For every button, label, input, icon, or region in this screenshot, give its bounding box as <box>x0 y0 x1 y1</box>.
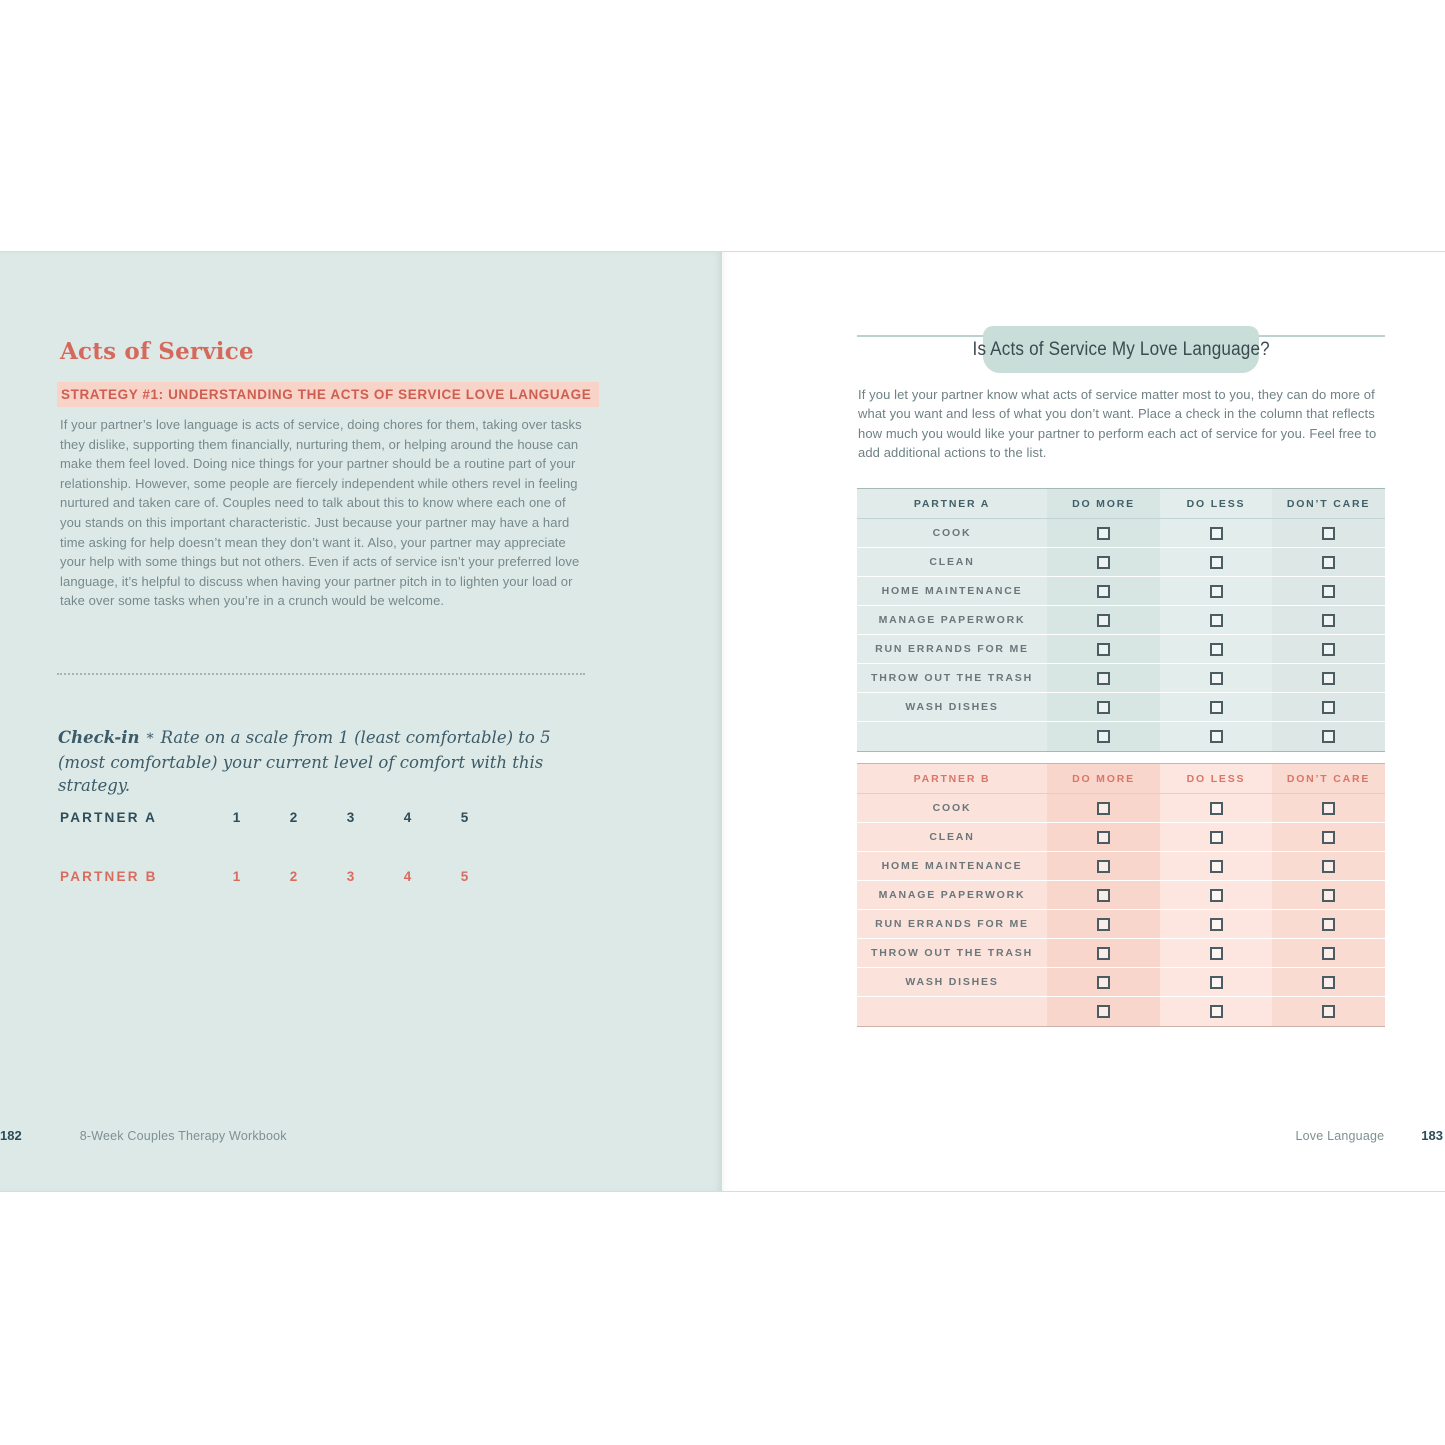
table-row-run-errands-for-me <box>857 635 1385 664</box>
checkbox-partner-a-clean-do-less[interactable] <box>1210 556 1223 569</box>
row-label: COOK <box>857 519 1047 547</box>
checkbox-cell <box>1160 722 1272 751</box>
page-number: 183 <box>1421 1128 1443 1143</box>
checkbox-partner-b-blank-don-t-care[interactable] <box>1322 1005 1335 1018</box>
checkbox-cell <box>1272 968 1385 996</box>
checkbox-partner-a-manage-paperwork-don-t-care[interactable] <box>1322 614 1335 627</box>
checkbox-cell <box>1160 519 1272 547</box>
checkbox-partner-a-blank-do-less[interactable] <box>1210 730 1223 743</box>
row-label: CLEAN <box>857 823 1047 851</box>
checkbox-partner-a-manage-paperwork-do-less[interactable] <box>1210 614 1223 627</box>
checkbox-partner-b-home-maintenance-don-t-care[interactable] <box>1322 860 1335 873</box>
checkbox-partner-a-clean-don-t-care[interactable] <box>1322 556 1335 569</box>
checkbox-cell <box>1160 910 1272 938</box>
checkbox-cell <box>1047 910 1160 938</box>
row-label: MANAGE PAPERWORK <box>857 606 1047 634</box>
checkbox-cell <box>1272 852 1385 880</box>
asterisk-icon: * <box>146 731 154 747</box>
dotted-divider <box>57 673 585 675</box>
checkbox-partner-b-clean-don-t-care[interactable] <box>1322 831 1335 844</box>
checkbox-cell <box>1160 823 1272 851</box>
checkbox-cell <box>1272 939 1385 967</box>
row-label: CLEAN <box>857 548 1047 576</box>
checkbox-cell <box>1272 997 1385 1026</box>
page-number: 182 <box>0 1128 22 1143</box>
checkbox-cell <box>1047 997 1160 1026</box>
checkbox-partner-b-wash-dishes-do-less[interactable] <box>1210 976 1223 989</box>
table-row-clean <box>857 823 1385 852</box>
right-footer <box>1296 1128 1444 1143</box>
rating-option-5[interactable]: 5 <box>460 869 469 884</box>
checkbox-cell <box>1047 939 1160 967</box>
table-row-manage-paperwork <box>857 881 1385 910</box>
checkin-instruction: Rate on a scale from 1 (least comfortable) to 5 (most comfortable) your current level of comfort with this strategy. <box>58 728 551 795</box>
checkbox-partner-a-throw-out-the-trash-don-t-care[interactable] <box>1322 672 1335 685</box>
checkbox-partner-a-blank-don-t-care[interactable] <box>1322 730 1335 743</box>
checkbox-partner-a-throw-out-the-trash-do-more[interactable] <box>1097 672 1110 685</box>
checkbox-cell <box>1047 577 1160 605</box>
checkbox-partner-a-throw-out-the-trash-do-less[interactable] <box>1210 672 1223 685</box>
checkbox-partner-b-clean-do-less[interactable] <box>1210 831 1223 844</box>
checkbox-partner-a-home-maintenance-do-more[interactable] <box>1097 585 1110 598</box>
checkbox-partner-a-blank-do-more[interactable] <box>1097 730 1110 743</box>
row-label: HOME MAINTENANCE <box>857 577 1047 605</box>
checkbox-cell <box>1272 693 1385 721</box>
checkbox-partner-b-manage-paperwork-don-t-care[interactable] <box>1322 889 1335 902</box>
checkbox-partner-b-manage-paperwork-do-more[interactable] <box>1097 889 1110 902</box>
checkbox-partner-b-cook-don-t-care[interactable] <box>1322 802 1335 815</box>
rating-option-1[interactable]: 1 <box>232 869 241 884</box>
checkbox-partner-b-run-errands-for-me-do-less[interactable] <box>1210 918 1223 931</box>
checkbox-cell <box>1160 635 1272 663</box>
checkbox-cell <box>1047 606 1160 634</box>
table-row-blank <box>857 997 1385 1026</box>
column-header-do-less: DO LESS <box>1160 764 1272 793</box>
partner-header: PARTNER B <box>857 764 1047 793</box>
checkbox-cell <box>1272 519 1385 547</box>
checkbox-cell <box>1272 910 1385 938</box>
row-label: WASH DISHES <box>857 693 1047 721</box>
table-row-run-errands-for-me <box>857 910 1385 939</box>
checkbox-cell <box>1160 794 1272 822</box>
row-label: RUN ERRANDS FOR ME <box>857 910 1047 938</box>
rating-option-1[interactable]: 1 <box>232 810 241 825</box>
table-row-clean <box>857 548 1385 577</box>
table-row-blank <box>857 722 1385 751</box>
checkbox-cell <box>1047 635 1160 663</box>
checkbox-partner-b-run-errands-for-me-do-more[interactable] <box>1097 918 1110 931</box>
checkbox-cell <box>1272 548 1385 576</box>
column-header-don-t-care: DON’T CARE <box>1272 764 1385 793</box>
checkbox-partner-b-throw-out-the-trash-do-more[interactable] <box>1097 947 1110 960</box>
section-title: Love Language <box>1295 1129 1385 1143</box>
page-title: Acts of Service <box>60 338 254 365</box>
checkbox-cell <box>1160 852 1272 880</box>
checkin-label: Check-in <box>58 728 140 747</box>
checkbox-cell <box>1047 548 1160 576</box>
table-row-wash-dishes <box>857 968 1385 997</box>
column-header-do-less: DO LESS <box>1160 489 1272 518</box>
checkbox-cell <box>1047 519 1160 547</box>
checkbox-cell <box>1047 722 1160 751</box>
checkbox-cell <box>1272 635 1385 663</box>
body-paragraph: If your partner’s love language is acts of service, doing chores for them, taking over tasks they dislike, supporting them financially, nurturing them, or helping around the house can make them feel loved. Doing nice things for your partner should be a routine part of your relationship. However, some people are fiercely independent while others revel in feeling nurtured and taken care of. Couples need to talk about this to know where each one of you stands on this important characteristic. Just because your partner may have a hard time asking for help doesn’t mean they don’t want it. Also, your partner may appreciate your help with some things but not others. Even if acts of service isn’t your preferred love language, it’s helpful to discuss when having your partner pitch in to lighten your load or take over some tasks when you’re in a crunch would be welcome. <box>60 417 582 609</box>
checkbox-partner-b-cook-do-less[interactable] <box>1210 802 1223 815</box>
checkbox-cell <box>1160 664 1272 692</box>
table-row-throw-out-the-trash <box>857 664 1385 693</box>
table-row-manage-paperwork <box>857 606 1385 635</box>
row-label <box>857 722 1047 751</box>
row-label: COOK <box>857 794 1047 822</box>
section-badge-label: Is Acts of Service My Love Language? <box>972 338 1270 360</box>
checkbox-partner-a-cook-do-less[interactable] <box>1210 527 1223 540</box>
row-label: MANAGE PAPERWORK <box>857 881 1047 909</box>
rating-option-4[interactable]: 4 <box>403 869 412 884</box>
row-label: THROW OUT THE TRASH <box>857 664 1047 692</box>
book-title: 8-Week Couples Therapy Workbook <box>79 1129 287 1143</box>
checkbox-cell <box>1160 968 1272 996</box>
table-header-row <box>857 764 1385 794</box>
checkbox-cell <box>1272 577 1385 605</box>
checkbox-partner-a-wash-dishes-do-less[interactable] <box>1210 701 1223 714</box>
page-right <box>722 252 1445 1191</box>
partner-a-label: PARTNER A <box>60 810 158 825</box>
column-header-do-more: DO MORE <box>1047 489 1160 518</box>
checkbox-cell <box>1272 881 1385 909</box>
checkbox-cell <box>1160 606 1272 634</box>
checkbox-partner-a-wash-dishes-do-more[interactable] <box>1097 701 1110 714</box>
checkbox-partner-b-throw-out-the-trash-do-less[interactable] <box>1210 947 1223 960</box>
row-label: RUN ERRANDS FOR ME <box>857 635 1047 663</box>
checkbox-cell <box>1160 997 1272 1026</box>
checkbox-partner-a-cook-do-more[interactable] <box>1097 527 1110 540</box>
checkbox-partner-a-clean-do-more[interactable] <box>1097 556 1110 569</box>
row-label: WASH DISHES <box>857 968 1047 996</box>
rating-option-5[interactable]: 5 <box>460 810 469 825</box>
checkbox-partner-b-wash-dishes-don-t-care[interactable] <box>1322 976 1335 989</box>
table-row-cook <box>857 794 1385 823</box>
checkbox-partner-a-wash-dishes-don-t-care[interactable] <box>1322 701 1335 714</box>
rating-option-3[interactable]: 3 <box>346 810 355 825</box>
checkbox-cell <box>1047 881 1160 909</box>
partner-b-table <box>857 763 1385 1027</box>
checkbox-partner-b-cook-do-more[interactable] <box>1097 802 1110 815</box>
checkbox-cell <box>1272 794 1385 822</box>
checkbox-cell <box>1047 693 1160 721</box>
checkbox-partner-b-run-errands-for-me-don-t-care[interactable] <box>1322 918 1335 931</box>
partner-a-scale <box>60 810 493 825</box>
checkbox-cell <box>1160 548 1272 576</box>
left-footer <box>0 1128 287 1143</box>
checkbox-partner-b-blank-do-less[interactable] <box>1210 1005 1223 1018</box>
checkbox-cell <box>1160 693 1272 721</box>
checkbox-cell <box>1047 664 1160 692</box>
row-label <box>857 997 1047 1026</box>
table-row-home-maintenance <box>857 852 1385 881</box>
checkbox-cell <box>1047 968 1160 996</box>
row-label: HOME MAINTENANCE <box>857 852 1047 880</box>
partner-a-table <box>857 488 1385 752</box>
book-spread <box>0 251 1445 1192</box>
rating-option-2[interactable]: 2 <box>289 810 298 825</box>
checkbox-partner-b-home-maintenance-do-more[interactable] <box>1097 860 1110 873</box>
checkbox-partner-b-home-maintenance-do-less[interactable] <box>1210 860 1223 873</box>
partner-b-scale <box>60 869 493 884</box>
checkbox-partner-a-manage-paperwork-do-more[interactable] <box>1097 614 1110 627</box>
checkbox-partner-a-run-errands-for-me-don-t-care[interactable] <box>1322 643 1335 656</box>
column-header-don-t-care: DON’T CARE <box>1272 489 1385 518</box>
column-header-do-more: DO MORE <box>1047 764 1160 793</box>
checkbox-cell <box>1160 939 1272 967</box>
strategy-heading: STRATEGY #1: UNDERSTANDING THE ACTS OF SERVICE LOVE LANGUAGE <box>57 382 599 407</box>
section-badge <box>972 326 1270 373</box>
row-label: THROW OUT THE TRASH <box>857 939 1047 967</box>
checkbox-partner-a-run-errands-for-me-do-more[interactable] <box>1097 643 1110 656</box>
checkbox-partner-a-cook-don-t-care[interactable] <box>1322 527 1335 540</box>
checkbox-cell <box>1272 664 1385 692</box>
checkbox-cell <box>1272 606 1385 634</box>
table-row-home-maintenance <box>857 577 1385 606</box>
checkbox-partner-b-throw-out-the-trash-don-t-care[interactable] <box>1322 947 1335 960</box>
table-row-cook <box>857 519 1385 548</box>
page-left <box>0 252 722 1191</box>
checkbox-partner-a-home-maintenance-do-less[interactable] <box>1210 585 1223 598</box>
checkbox-partner-b-clean-do-more[interactable] <box>1097 831 1110 844</box>
checkbox-cell <box>1047 794 1160 822</box>
rating-option-4[interactable]: 4 <box>403 810 412 825</box>
partner-header: PARTNER A <box>857 489 1047 518</box>
table-header-row <box>857 489 1385 519</box>
partner-b-label: PARTNER B <box>60 869 158 884</box>
checkbox-cell <box>1047 823 1160 851</box>
checkin-block <box>58 726 574 797</box>
checkbox-cell <box>1160 881 1272 909</box>
checkbox-partner-a-home-maintenance-don-t-care[interactable] <box>1322 585 1335 598</box>
checkbox-cell <box>1047 852 1160 880</box>
checkbox-partner-a-run-errands-for-me-do-less[interactable] <box>1210 643 1223 656</box>
checkbox-cell <box>1160 577 1272 605</box>
intro-paragraph: If you let your partner know what acts of service matter most to you, they can do more of what you want and less of what you don’t want. Place a check in the column that reflects how much you would like your partner to perform each act of service for you. Feel free to add additional actions to the list. <box>858 387 1377 460</box>
checkbox-partner-b-manage-paperwork-do-less[interactable] <box>1210 889 1223 902</box>
table-row-wash-dishes <box>857 693 1385 722</box>
table-row-throw-out-the-trash <box>857 939 1385 968</box>
checkbox-partner-b-blank-do-more[interactable] <box>1097 1005 1110 1018</box>
checkbox-cell <box>1272 722 1385 751</box>
rating-option-3[interactable]: 3 <box>346 869 355 884</box>
checkbox-partner-b-wash-dishes-do-more[interactable] <box>1097 976 1110 989</box>
rating-option-2[interactable]: 2 <box>289 869 298 884</box>
checkbox-cell <box>1272 823 1385 851</box>
